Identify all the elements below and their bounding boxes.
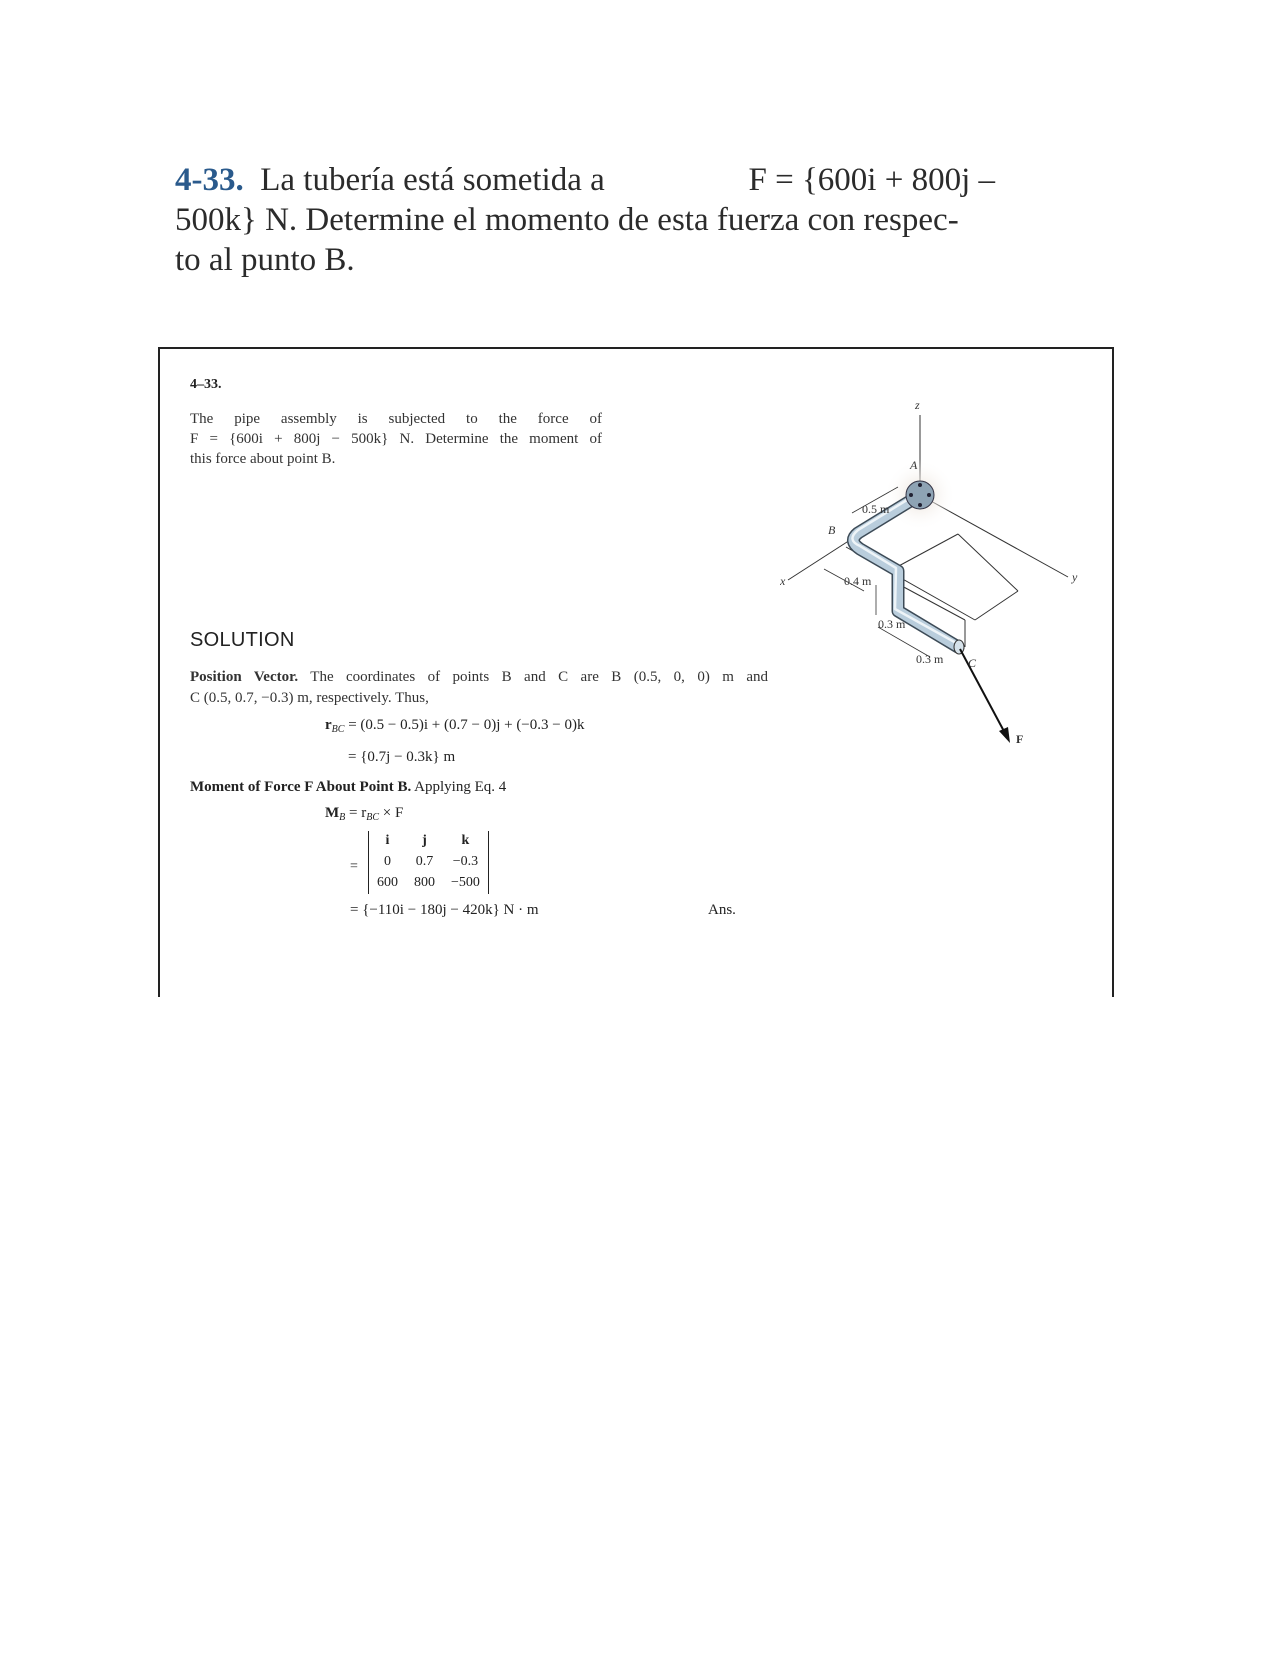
mb-cross-f: × F — [382, 805, 404, 821]
moment-equation — [325, 805, 403, 823]
statement-line-1-equation: F = {600i + 800j – — [748, 162, 995, 198]
determinant-cell: 800 — [414, 875, 435, 890]
statement-line-1-text: La tubería está sometida a — [260, 162, 605, 198]
panel-statement-line: this force about point B. — [190, 451, 336, 467]
ref-line — [958, 534, 1018, 591]
mb-symbol: M — [325, 805, 340, 821]
axis-x-label: x — [780, 574, 786, 588]
mb-equals-r: = r — [349, 805, 367, 821]
determinant-cell: k — [461, 833, 470, 848]
moment-heading: Moment of Force F About Point B. — [190, 779, 412, 795]
dim-03b-label: 0.3 m — [916, 652, 944, 666]
determinant-cell: 0 — [384, 854, 391, 869]
statement-line-2: 500k} N. Determine el momento de esta fuerza con respec- — [175, 202, 959, 238]
position-line-1: The coordinates of points B and C are B (0.5, 0, 0) m and — [310, 669, 768, 685]
dim-03a-label: 0.3 m — [878, 617, 906, 631]
rbc-symbol: r — [325, 717, 332, 733]
dim-04-label: 0.4 m — [844, 574, 872, 588]
flange-bolt — [909, 493, 913, 497]
panel-statement-line: F = {600i + 800j − 500k} N. Determine the moment of — [190, 431, 602, 447]
rbc-equation-1 — [325, 717, 584, 735]
position-vector-paragraph — [190, 667, 768, 709]
answer-label: Ans. — [708, 902, 736, 918]
determinant-row — [369, 852, 489, 873]
position-line-2: C (0.5, 0.7, −0.3) m, respectively. Thus, — [190, 690, 429, 706]
ref-line — [975, 591, 1018, 620]
force-label: F — [1016, 732, 1024, 746]
axis-z-label: z — [915, 398, 920, 412]
rbc-subscript: BC — [331, 724, 345, 735]
force-line — [960, 649, 1006, 735]
pipe-assembly-figure — [780, 395, 1100, 775]
ref-line — [895, 534, 958, 568]
determinant-equals: = — [350, 859, 358, 874]
rbc-equation-1-rhs: = (0.5 − 0.5)i + (0.7 − 0)j + (−0.3 − 0)k — [348, 717, 585, 733]
position-heading: Position Vector. — [190, 669, 299, 685]
solution-title: SOLUTION — [190, 629, 295, 651]
panel-statement — [190, 409, 602, 469]
determinant-cell: −500 — [451, 875, 480, 890]
flange — [906, 481, 934, 509]
statement-line-1 — [175, 160, 995, 200]
determinant-matrix — [368, 831, 489, 894]
determinant-cell: j — [422, 833, 427, 848]
determinant-row — [369, 873, 489, 894]
determinant-cell: i — [385, 833, 390, 848]
flange-bolt — [927, 493, 931, 497]
panel-problem-label: 4–33. — [190, 377, 222, 392]
determinant-cell: 600 — [377, 875, 398, 890]
axis-y-label: y — [1072, 570, 1078, 584]
point-c-label: C — [968, 656, 977, 670]
determinant-cell: −0.3 — [452, 854, 479, 869]
moment-heading-line — [190, 779, 506, 796]
mb-rhs-subscript: BC — [366, 812, 380, 823]
problem-number: 4-33. — [175, 162, 244, 198]
rbc-equation-2: = {0.7j − 0.3k} m — [348, 749, 456, 765]
determinant-cell: 0.7 — [415, 854, 434, 869]
flange-bolt — [918, 483, 922, 487]
problem-statement-es — [175, 160, 995, 280]
panel-statement-line: The pipe assembly is subjected to the force of — [190, 411, 602, 427]
moment-heading-tail: Applying Eq. 4 — [414, 779, 507, 795]
flange-bolt — [918, 503, 922, 507]
point-b-label: B — [828, 523, 836, 537]
statement-line-3: to al punto B. — [175, 242, 355, 278]
point-a-label: A — [910, 458, 918, 472]
mb-subscript: B — [339, 812, 346, 823]
moment-result: = {−110i − 180j − 420k} N · m — [350, 902, 539, 918]
dim-05-label: 0.5 m — [862, 502, 890, 516]
force-arrowhead — [999, 727, 1010, 743]
determinant-row — [369, 831, 489, 852]
